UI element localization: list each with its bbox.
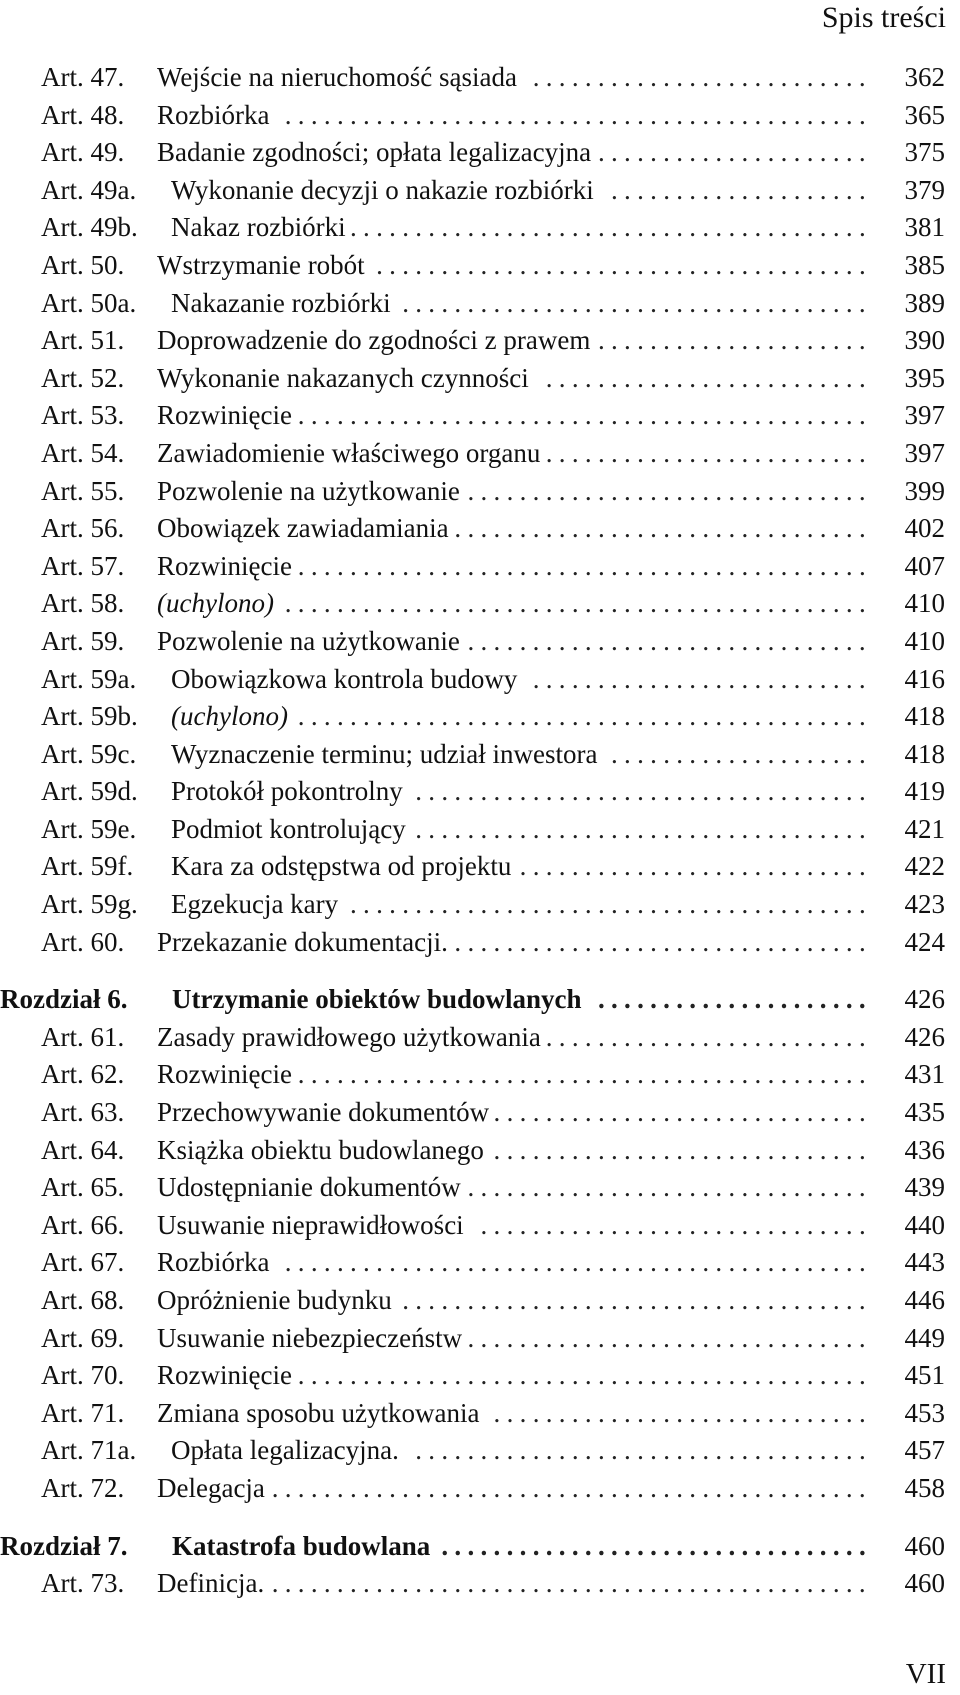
entry-title: Nakaz rozbiórki [171,212,346,243]
leader-dots: ............................. [493,1397,872,1428]
leader-dots: ............................... [467,475,872,506]
entry-number: Art. 55. [41,475,125,506]
toc-entry[interactable] [0,623,960,661]
entry-number: Art. 70. [41,1360,125,1391]
entry-number: Art. 49. [41,137,125,168]
toc-entry[interactable] [0,1169,960,1207]
toc-entry[interactable] [0,924,960,962]
entry-title: Delegacja [157,1472,265,1503]
page-number: 395 [904,362,945,393]
toc-entry[interactable] [0,59,960,97]
entry-number: Art. 71. [41,1397,125,1428]
page-number: 410 [904,625,945,656]
leader-dots: ..................... [597,325,872,356]
toc-entry[interactable] [0,510,960,548]
toc-entry[interactable] [0,1244,960,1282]
entry-title: Wykonanie decyzji o nakazie rozbiórki [171,174,594,205]
page-number: 385 [904,249,945,280]
leader-dots: ................................... [415,813,872,844]
page-number: 419 [904,776,945,807]
toc-entry[interactable] [0,1056,960,1094]
page-number: 397 [904,400,945,431]
page-number: 426 [904,1021,945,1052]
leader-dots: ............................................ [297,1360,872,1391]
leader-dots: .................... [611,174,872,205]
entry-number: Art. 66. [41,1209,125,1240]
entry-number: Art. 62. [41,1059,125,1090]
entry-number: Art. 52. [41,362,125,393]
entry-title: Zmiana sposobu użytkowania [157,1397,480,1428]
page-number: 439 [904,1172,945,1203]
toc-entry[interactable] [0,1357,960,1395]
leader-dots: ................................. [441,1530,872,1561]
leader-dots: ...................................... [376,249,872,280]
leader-dots: .............................................. [271,1472,872,1503]
page-number: 443 [904,1247,945,1278]
leader-dots: ........................... [519,851,872,882]
entry-title: Opróżnienie budynku [157,1285,392,1315]
page-number: 423 [904,889,945,920]
entry-number: Art. 59d. [41,776,138,807]
entry-title: (uchylono) [171,701,288,732]
toc-entry[interactable] [0,773,960,811]
page-number: 458 [904,1472,945,1503]
entry-number: Art. 73. [41,1568,125,1599]
page-number: 446 [904,1285,945,1315]
entry-number: Art. 50. [41,249,125,280]
leader-dots: ........................................ [350,889,872,920]
entry-title: Rozwinięcie [157,400,292,431]
leader-dots: .............................................. [271,1568,872,1599]
leader-dots: .................................... [402,1285,872,1315]
entry-title: Egzekucja kary [171,889,339,920]
toc-entry[interactable] [0,1094,960,1132]
leader-dots: ............................... [467,1172,872,1203]
entry-title: Pozwolenie na użytkowanie [157,625,460,656]
entry-title: Definicja. [157,1568,265,1599]
entry-number: Art. 59c. [41,738,137,769]
entry-number: Art. 56. [41,513,125,544]
leader-dots: .......................... [532,663,872,694]
page-number: 410 [904,588,945,619]
page-number: 416 [904,663,945,694]
entry-number: Art. 59b. [41,701,138,732]
page-number: 389 [904,287,945,318]
toc-entry[interactable] [0,1395,960,1433]
entry-title: Przechowywanie dokumentów [157,1097,490,1128]
toc-group-2 [0,1019,960,1508]
page-number: 418 [904,701,945,732]
entry-number: Art. 59a. [41,663,137,694]
entry-number: Art. 68. [41,1285,125,1315]
entry-title: Wejście na nieruchomość sąsiada [157,62,517,92]
leader-dots: ............................................. [284,1247,872,1278]
table-of-contents [0,59,960,1603]
leader-dots: ............................................. [284,99,872,130]
page-number: 375 [904,137,945,168]
page-number: 457 [904,1435,945,1466]
page-number: 418 [904,738,945,769]
entry-title: Kara za odstępstwa od projektu [171,851,512,882]
page-number: 449 [904,1322,945,1353]
leader-dots: ............................................. [284,588,872,619]
entry-title: Rozbiórka [157,99,270,130]
toc-entry[interactable] [0,585,960,623]
leader-dots: ......................... [545,1021,872,1052]
entry-title: Przekazanie dokumentacji. [157,926,448,957]
leader-dots: ......................... [545,362,872,393]
entry-number: Art. 67. [41,1247,125,1278]
page-number: 451 [904,1360,945,1391]
toc-entry[interactable] [0,1207,960,1245]
leader-dots: ................................ [454,513,872,544]
toc-entry[interactable] [0,736,960,774]
leader-dots: ..................... [597,137,872,168]
page-number: 422 [904,851,945,882]
toc-chapter-6[interactable] [0,981,960,1019]
toc-entry[interactable] [0,322,960,360]
entry-title: Rozwinięcie [157,550,292,581]
page-number: 436 [904,1134,945,1165]
entry-number: Art. 59e. [41,813,137,844]
entry-number: Art. 59f. [41,851,134,882]
entry-number: Art. 64. [41,1134,125,1165]
page-number: 426 [904,984,945,1015]
leader-dots: ................................ [454,926,872,957]
toc-entry[interactable] [0,1470,960,1508]
entry-number: Art. 54. [41,437,125,468]
leader-dots: ............................... [467,1322,872,1353]
page-number: 435 [904,1097,945,1128]
page-number: 390 [904,325,945,356]
toc-entry[interactable] [0,473,960,511]
toc-entry[interactable] [0,1132,960,1170]
chapter-title: Utrzymanie obiektów budowlanych [172,984,582,1015]
leader-dots: ............................. [493,1134,872,1165]
entry-title: Obowiązek zawiadamiania [157,513,449,544]
page-number: 424 [904,926,945,957]
toc-group-1 [0,59,960,961]
toc-entry[interactable] [0,848,960,886]
entry-number: Art. 59g. [41,889,138,920]
toc-entry[interactable] [0,97,960,135]
entry-number: Art. 60. [41,926,125,957]
toc-entry[interactable] [0,247,960,285]
entry-title: Zasady prawidłowego użytkowania [157,1021,541,1052]
toc-entry[interactable] [0,1282,960,1320]
page-number: 407 [904,550,945,581]
entry-number: Art. 49a. [41,174,137,205]
toc-entry[interactable] [0,1432,960,1470]
entry-number: Art. 63. [41,1097,125,1128]
page-number: 453 [904,1397,945,1428]
toc-entry[interactable] [0,209,960,247]
entry-number: Art. 50a. [41,287,137,318]
leader-dots: ................................... [415,776,872,807]
entry-title: Zawiadomienie właściwego organu [157,437,541,468]
entry-title: Podmiot kontrolujący [171,813,406,844]
entry-number: Art. 53. [41,400,125,431]
chapter-title: Katastrofa budowlana [172,1530,431,1561]
page-number: 365 [904,99,945,130]
page-number: 402 [904,513,945,544]
toc-entry[interactable] [0,435,960,473]
entry-title: Nakazanie rozbiórki [171,287,391,318]
chapter-number: Rozdział 7. [0,1530,128,1561]
entry-title: Wyznaczenie terminu; udział inwestora [171,738,598,769]
leader-dots: ............................. [493,1097,872,1128]
entry-title: Usuwanie niebezpieczeństw [157,1322,463,1353]
entry-number: Art. 69. [41,1322,125,1353]
entry-number: Art. 71a. [41,1435,137,1466]
toc-entry[interactable] [0,285,960,323]
page-number: 397 [904,437,945,468]
entry-title: Badanie zgodności; opłata legalizacyjna [157,137,592,168]
toc-entry[interactable] [0,360,960,398]
entry-number: Art. 57. [41,550,125,581]
page-number: 431 [904,1059,945,1090]
entry-number: Art. 58. [41,588,125,619]
leader-dots: ............................................ [297,550,872,581]
running-header: Spis treści [821,1,946,34]
entry-number: Art. 59. [41,625,125,656]
leader-dots: ............................................ [297,1059,872,1090]
entry-number: Art. 61. [41,1021,125,1052]
entry-title: Protokół pokontrolny [171,776,403,807]
entry-title: Rozwinięcie [157,1059,292,1090]
entry-number: Art. 72. [41,1472,125,1503]
toc-entry[interactable] [0,1019,960,1057]
page-number: 460 [904,1568,945,1599]
toc-entry[interactable] [0,811,960,849]
entry-title: Wstrzymanie robót [157,249,365,280]
entry-title: Usuwanie nieprawidłowości [157,1209,464,1240]
toc-entry[interactable] [0,1565,960,1603]
entry-title: Pozwolenie na użytkowanie [157,475,460,506]
entry-title: Doprowadzenie do zgodności z prawem [157,325,591,356]
entry-title: Udostępnianie dokumentów [157,1172,461,1203]
entry-title: (uchylono) [157,588,274,619]
toc-entry[interactable] [0,548,960,586]
leader-dots: ........................................ [350,212,872,243]
leader-dots: .................... [611,738,872,769]
leader-dots: ................................... [415,1435,872,1466]
toc-entry[interactable] [0,698,960,736]
entry-title: Rozwinięcie [157,1360,292,1391]
page-folio: VII [905,1658,946,1690]
leader-dots: ............................................ [297,701,872,732]
page-number: 381 [904,212,945,243]
leader-dots: ..................... [597,984,872,1015]
toc-entry[interactable] [0,1320,960,1358]
entry-title: Rozbiórka [157,1247,270,1278]
toc-group-3 [0,1565,960,1603]
page-number: 440 [904,1209,945,1240]
leader-dots: .......................... [532,62,872,92]
entry-number: Art. 65. [41,1172,125,1203]
chapter-number: Rozdział 6. [0,984,128,1015]
page-number: 421 [904,813,945,844]
toc-entry[interactable] [0,172,960,210]
page-number: 399 [904,475,945,506]
entry-number: Art. 51. [41,325,125,356]
entry-number: Art. 49b. [41,212,138,243]
entry-title: Opłata legalizacyjna. [171,1435,399,1466]
toc-entry[interactable] [0,661,960,699]
entry-title: Obowiązkowa kontrola budowy [171,663,518,694]
toc-chapter-7[interactable] [0,1528,960,1566]
toc-entry[interactable] [0,397,960,435]
page-number: 460 [904,1530,945,1561]
toc-entry[interactable] [0,886,960,924]
entry-title: Książka obiektu budowlanego [157,1134,484,1165]
leader-dots: .................................... [402,287,872,318]
leader-dots: ......................... [545,437,872,468]
entry-number: Art. 48. [41,99,125,130]
entry-title: Wykonanie nakazanych czynności [157,362,529,393]
entry-number: Art. 47. [41,62,125,92]
page-number: 379 [904,174,945,205]
leader-dots: .............................. [480,1209,872,1240]
leader-dots: ............................... [467,625,872,656]
leader-dots: ............................................ [297,400,872,431]
page-number: 362 [904,62,945,92]
toc-entry[interactable] [0,134,960,172]
